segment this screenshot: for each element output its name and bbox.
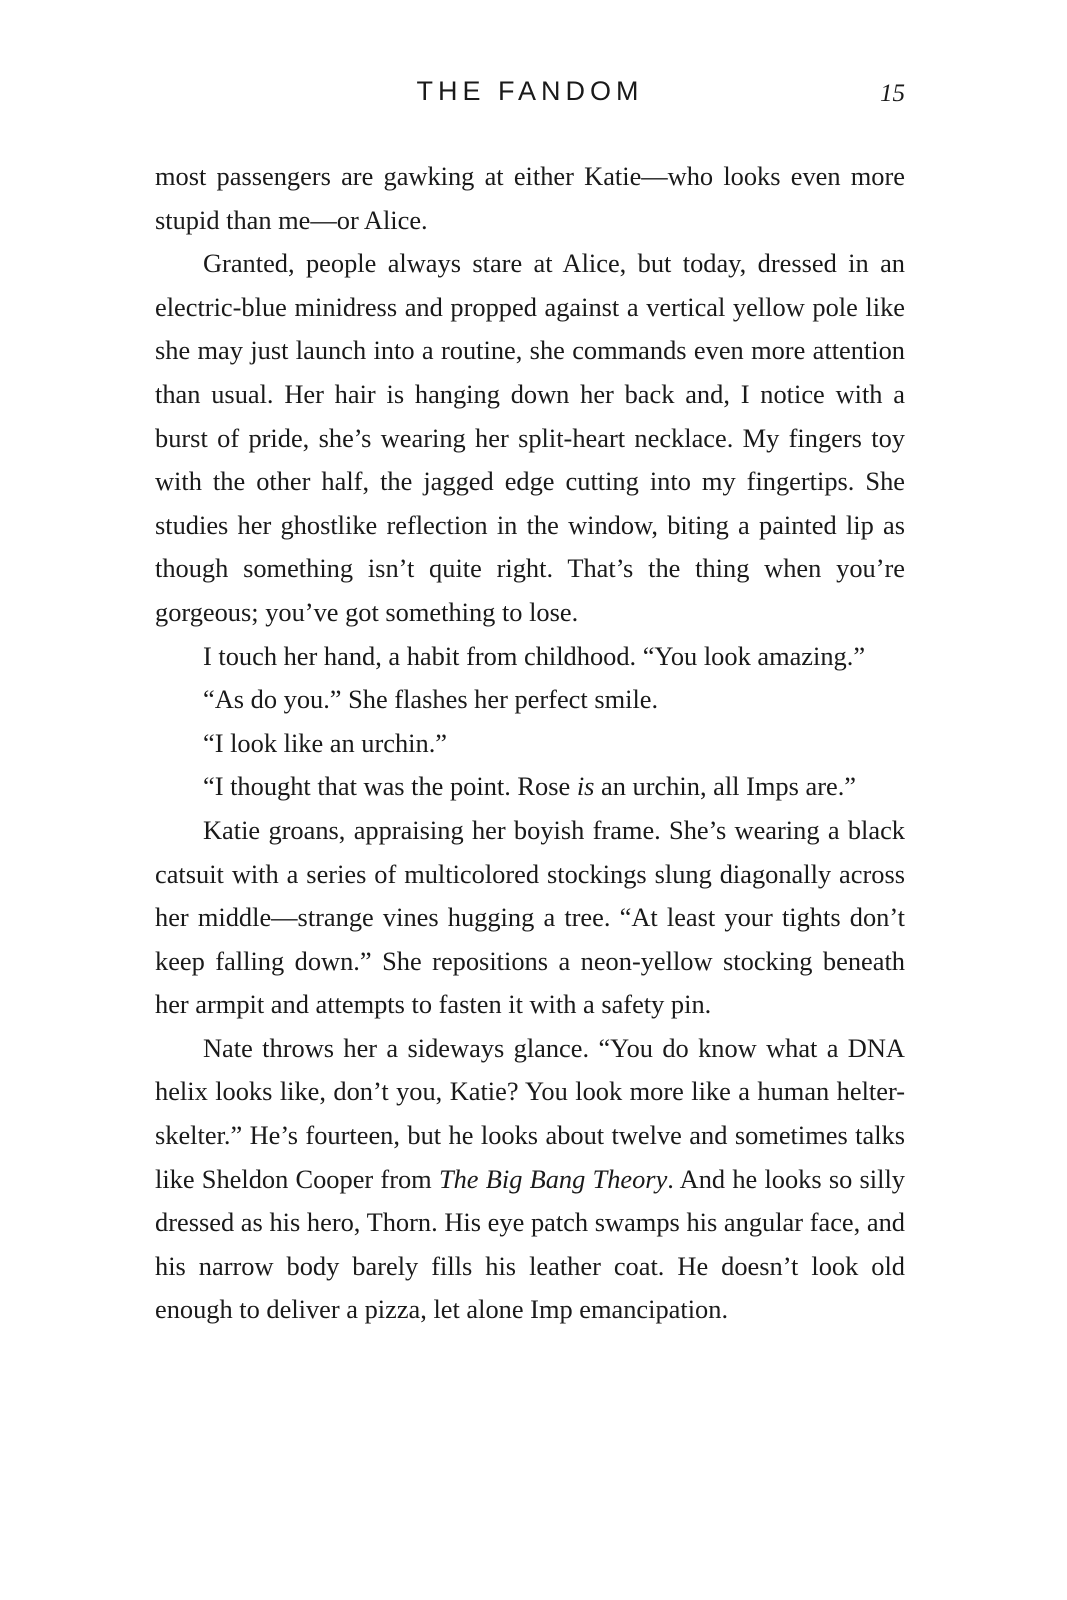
- paragraph: [155, 809, 905, 1027]
- paragraph: [155, 765, 905, 809]
- paragraph: [155, 242, 905, 634]
- text-run: “I thought that was the point. Rose: [203, 771, 577, 802]
- text-run: “As do you.” She flashes her perfect smile.: [203, 684, 659, 715]
- body-text: [155, 155, 905, 1332]
- paragraph: [155, 1027, 905, 1332]
- paragraph: [155, 635, 905, 679]
- paragraph: [155, 678, 905, 722]
- paragraph: [155, 155, 905, 242]
- text-run: “I look like an urchin.”: [203, 727, 448, 758]
- page-number: 15: [880, 80, 905, 107]
- running-head: [155, 76, 905, 116]
- italic-text-run: is: [576, 771, 595, 802]
- text-run: most passengers are gawking at either Katie—who looks even more stupid than me—or Alice.: [155, 161, 905, 235]
- paragraph: [155, 722, 905, 766]
- text-run: . And he looks so silly dressed as his hero, Thorn. His eye patch swamps his angular face, and his narrow body barely fills his leather coat. He doesn’t look old enough to deliver a pizza, let alone Imp emancipation.: [155, 1163, 905, 1325]
- running-title: THE FANDOM: [416, 76, 644, 106]
- text-run: Granted, people always stare at Alice, but today, dressed in an electric-blue minidress and propped against a vertical yellow pole like she may just launch into a routine, she commands even more attention than usual. Her hair is hanging down her back and, I notice with a burst of pride, she’s wearing her split-heart necklace. My fingers toy with the other half, the jagged edge cutting into my fingertips. She studies her ghostlike reflection in the window, biting a painted lip as though something isn’t quite right. That’s the thing when you’re gorgeous; you’ve got something to lose.: [155, 248, 905, 627]
- italic-text-run: The Big Bang Theory: [438, 1163, 668, 1194]
- text-run: Nate throws her a sideways glance. “You do know what a DNA helix looks like, don’t you, Katie? You look more like a human helter-skelter.” He’s fourteen, but he looks about twelve and sometimes talks like Sheldon Cooper from: [155, 1032, 905, 1194]
- text-run: Katie groans, appraising her boyish frame. She’s wearing a black catsuit with a series of multicolored stockings slung diagonally across her middle—strange vines hugging a tree. “At least your tights don’t keep falling down.” She repositions a neon-yellow stocking beneath her armpit and attempts to fasten it with a safety pin.: [155, 814, 905, 1020]
- text-run: I touch her hand, a habit from childhood. “You look amazing.”: [203, 640, 866, 671]
- text-run: an urchin, all Imps are.”: [594, 771, 857, 802]
